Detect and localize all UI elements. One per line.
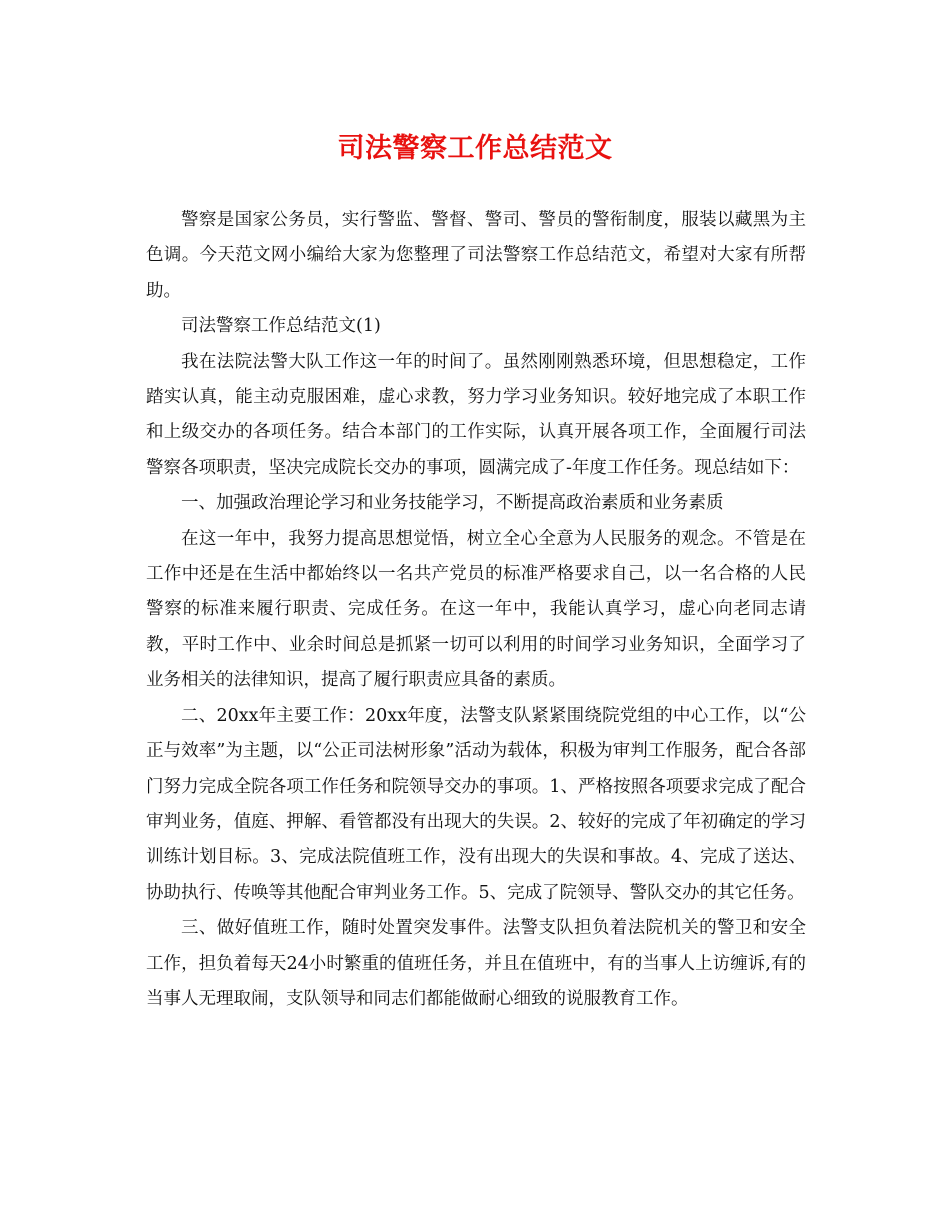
document-title: 司法警察工作总结范文 bbox=[337, 133, 613, 164]
body-paragraph: 二、20xx年主要工作：20xx年度，法警支队紧紧围绕院党组的中心工作，以“公正与效率”为主题，以“公正司法树形象”活动为载体，积极为审判工作服务，配合各部门努力完成全院各项工作任务和院领导交办的事项。1、严格按照各项要求完成了配合审判业务，值庭、押解、看管都没有出现大的失误。2、较好的完成了年初确定的学习训练计划目标。3、完成法院值班工作，没有出现大的失误和事故。4、完成了送达、协助执行、传唤等其他配合审判业务工作。5、完成了院领导、警队交办的其它任务。 bbox=[146, 705, 806, 903]
section-heading: 一、加强政治理论学习和业务技能学习，不断提高政治素质和业务素质 bbox=[181, 493, 724, 514]
body-paragraph: 三、做好值班工作，随时处置突发事件。法警支队担负着法院机关的警卫和安全工作，担负着每天24小时繁重的值班任务，并且在值班中，有的当事人上访缠诉,有的当事人无理取闹，支队领导和同志们都能做耐心细致的说服教育工作。 bbox=[146, 918, 806, 1009]
section-heading: 司法警察工作总结范文(1) bbox=[181, 316, 381, 337]
document-body bbox=[146, 203, 806, 1017]
body-paragraph: 在这一年中，我努力提高思想觉悟，树立全心全意为人民服务的观念。不管是在工作中还是在生活中都始终以一名共产党员的标准严格要求自己，以一名合格的人民警察的标准来履行职责、完成任务。在这一年中，我能认真学习，虚心向老同志请教，平时工作中、业余时间总是抓紧一切可以利用的时间学习业务知识，全面学习了业务相关的法律知识，提高了履行职责应具备的素质。 bbox=[146, 528, 806, 691]
intro-paragraph: 警察是国家公务员，实行警监、警督、警司、警员的警衔制度，服装以藏黑为主色调。今天范文网小编给大家为您整理了司法警察工作总结范文，希望对大家有所帮助。 bbox=[146, 210, 806, 301]
body-paragraph: 我在法院法警大队工作这一年的时间了。虽然刚刚熟悉环境，但思想稳定，工作踏实认真，能主动克服困难，虚心求教，努力学习业务知识。较好地完成了本职工作和上级交办的各项任务。结合本部门的工作实际，认真开展各项工作，全面履行司法警察各项职责，坚决完成院长交办的事项，圆满完成了-年度工作任务。现总结如下： bbox=[146, 351, 806, 478]
